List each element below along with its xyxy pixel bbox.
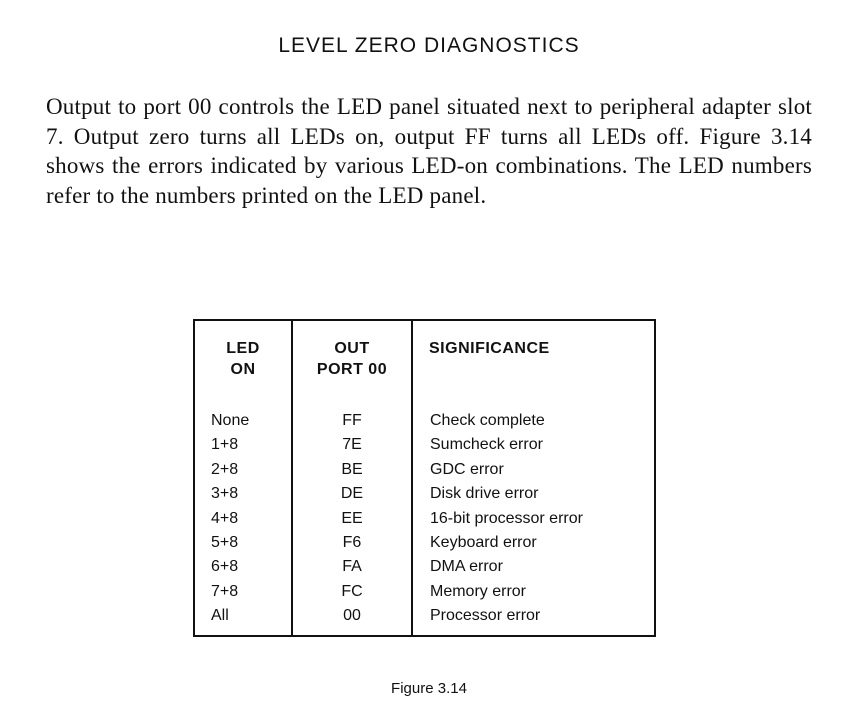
header-out-port-line1: OUT: [334, 340, 370, 357]
table-row: [195, 555, 654, 579]
cell-out: BE: [341, 460, 363, 478]
led-diagnostics-table: [193, 319, 656, 637]
table-row: [195, 433, 654, 457]
cell-led: 5+8: [211, 533, 239, 551]
cell-out: FF: [342, 412, 362, 429]
cell-out: 7E: [342, 436, 362, 454]
table-row: [195, 458, 654, 482]
cell-led: 6+8: [211, 558, 239, 576]
cell-led: 4+8: [211, 509, 239, 527]
header-out-port: [293, 338, 411, 380]
body-paragraph: Output to port 00 controls the LED panel situated next to peripheral adapter slot 7. Output zero turns all LEDs on, output FF turns all LEDs off. Figure 3.14 shows the errors indicated by various LED-on combinations. The LED numbers refer to the numbers printed on the LED panel.: [46, 94, 812, 208]
cell-out: FA: [342, 558, 362, 576]
cell-led: All: [211, 607, 229, 625]
cell-significance: Processor error: [430, 607, 541, 625]
table-row: [195, 604, 654, 628]
cell-led: None: [211, 412, 250, 429]
cell-significance: Disk drive error: [430, 485, 539, 503]
cell-led: 7+8: [211, 582, 239, 600]
header-led-on-line1: LED: [226, 340, 260, 357]
table-row: [195, 531, 654, 555]
header-significance: SIGNIFICANCE: [429, 340, 550, 357]
page-heading: LEVEL ZERO DIAGNOSTICS: [278, 34, 580, 57]
cell-significance: Check complete: [430, 412, 545, 429]
cell-out: DE: [340, 485, 364, 503]
cell-out: F6: [342, 533, 362, 551]
figure-caption: Figure 3.14: [391, 680, 467, 697]
cell-significance: DMA error: [430, 558, 503, 576]
table-row: [195, 507, 654, 531]
cell-out: EE: [341, 509, 363, 527]
cell-led: 2+8: [211, 460, 239, 478]
table-row: [195, 482, 654, 506]
cell-out: 00: [343, 607, 361, 625]
cell-significance: GDC error: [430, 460, 504, 478]
table-row: [195, 409, 654, 433]
cell-out: FC: [341, 582, 363, 600]
cell-led: 1+8: [211, 436, 239, 454]
table-row: [195, 580, 654, 604]
header-led-on: [195, 338, 291, 380]
header-led-on-line2: ON: [230, 361, 256, 378]
cell-significance: 16-bit processor error: [430, 509, 583, 527]
cell-significance: Memory error: [430, 582, 527, 600]
table-body: [195, 409, 654, 629]
cell-led: 3+8: [211, 485, 239, 503]
cell-significance: Sumcheck error: [430, 436, 543, 454]
cell-significance: Keyboard error: [430, 533, 537, 551]
header-out-port-line2: PORT 00: [316, 361, 388, 378]
